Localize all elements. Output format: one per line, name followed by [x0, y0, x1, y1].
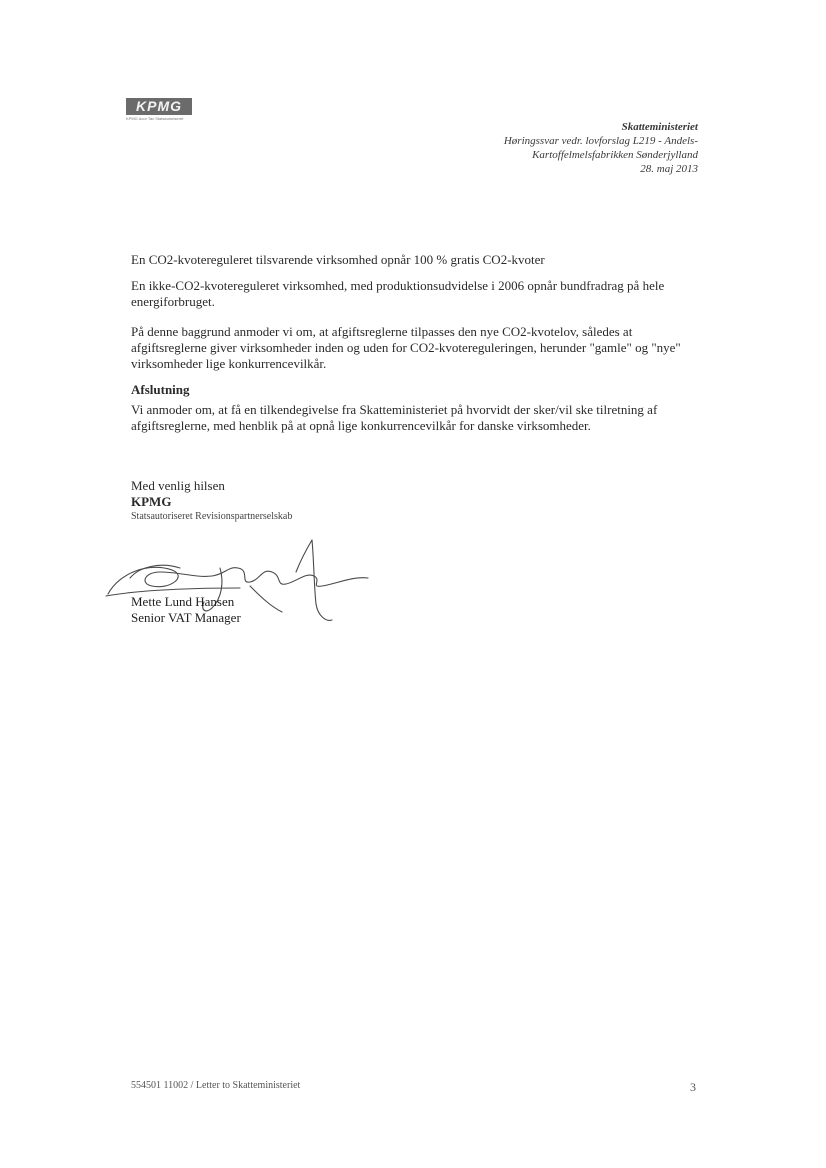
paragraph-3: På denne baggrund anmoder vi om, at afgiftsreglerne tilpasses den nye CO2-kvotelov, således at afgiftsreglerne giver virksomheder inden og uden for CO2-kvotereguleringen, herunder "gamle" og "nye" virksomheder lige konkurrencevilkår. — [131, 324, 681, 371]
signer-name: Mette Lund Hansen — [131, 594, 235, 609]
salutation: Med venlig hilsen — [131, 478, 225, 493]
section-heading: Afslutning — [131, 382, 190, 397]
letter-body — [131, 252, 701, 448]
footer-reference: 554501 11002 / Letter to Skatteministeriet — [131, 1080, 301, 1091]
letter-date: 28. maj 2013 — [640, 163, 698, 175]
kpmg-logo — [126, 98, 192, 122]
logo-tagline: KPMG Acor Tax Statsautoriseret — [126, 116, 184, 121]
paragraph-1: En CO2-kvotereguleret tilsvarende virksomhed opnår 100 % gratis CO2-kvoter — [131, 252, 545, 267]
subject-line-1: Høringssvar vedr. lovforslag L219 - Andels- — [503, 135, 698, 147]
subject-line-2: Kartoffelmelsfabrikken Sønderjylland — [532, 149, 698, 161]
letter-header — [398, 120, 698, 176]
closing-block — [131, 478, 431, 524]
logo-wordmark: KPMG — [126, 98, 192, 115]
paragraph-4: Vi anmoder om, at få en tilkendegivelse fra Skatteministeriet på hvorvidt der sker/vil ske tilretning af afgiftsreglerne, med henblik på at opnå lige konkurrencevilkår for danske virksomheder. — [131, 402, 658, 433]
recipient: Skatteministeriet — [621, 121, 698, 133]
signer-title: Senior VAT Manager — [131, 610, 241, 625]
signer-block — [131, 594, 241, 626]
page-number: 3 — [690, 1080, 696, 1094]
firm-type: Statsautoriseret Revisionspartnerselskab — [131, 511, 293, 522]
paragraph-2: En ikke-CO2-kvotereguleret virksomhed, med produktionsudvidelse i 2006 opnår bundfradrag på hele energiforbruget. — [131, 278, 665, 309]
firm-name: KPMG — [131, 494, 172, 509]
